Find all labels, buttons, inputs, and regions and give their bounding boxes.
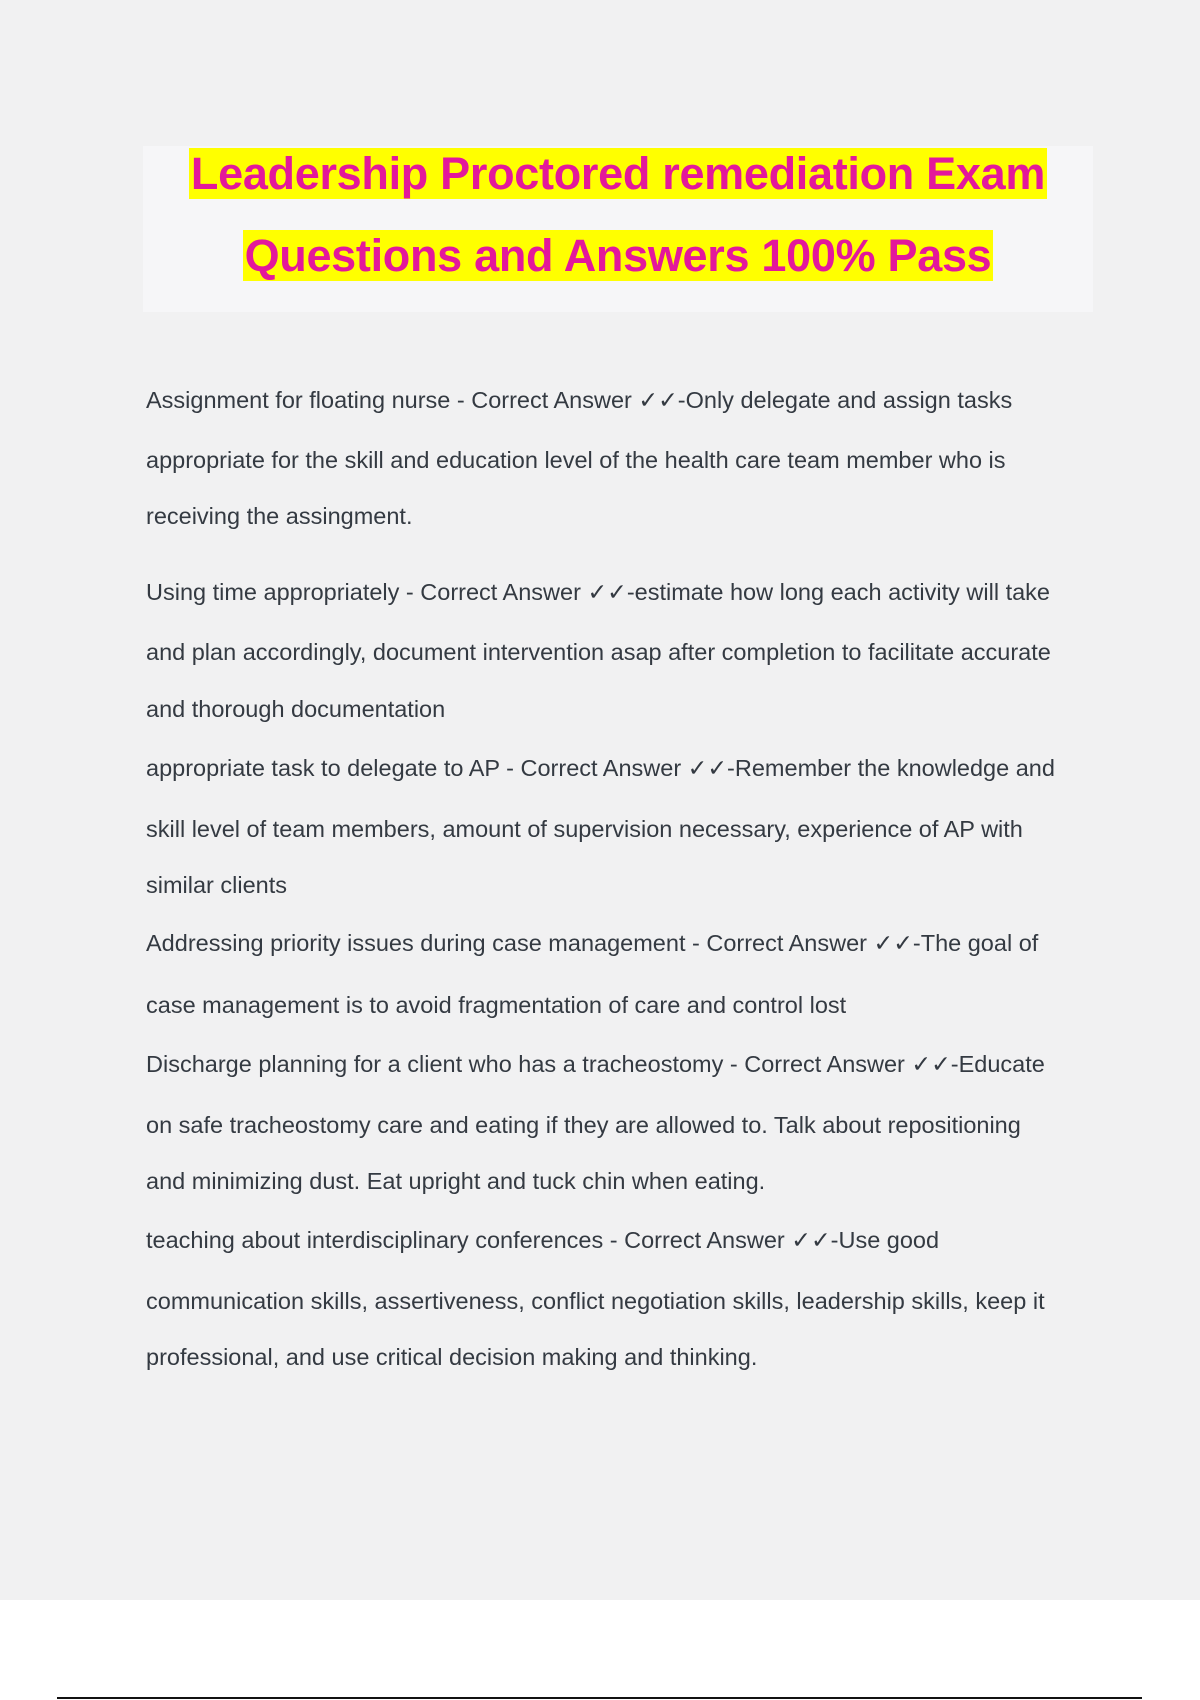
title-line-1 [143,146,1093,202]
qa-line: receiving the assingment. [146,503,413,529]
qa-line: on safe tracheostomy care and eating if they are allowed to. Talk about repositioning [146,1112,1021,1138]
qa-line: appropriate task to delegate to AP - Correct Answer ✓✓-Remember the knowledge and [146,755,1055,781]
qa-line: similar clients [146,872,288,898]
qa-line: Addressing priority issues during case management - Correct Answer ✓✓-The goal of [146,930,1039,956]
qa-line: teaching about interdisciplinary conferences - Correct Answer ✓✓-Use good [146,1227,940,1253]
qa-line: skill level of team members, amount of supervision necessary, experience of AP with [146,816,1023,842]
title-line-2 [143,228,1093,284]
title-line-2-text: Questions and Answers 100% Pass [244,230,992,281]
title-block [143,146,1093,312]
qa-line: and plan accordingly, document intervention asap after completion to facilitate accurate [146,639,1051,665]
footer-divider [57,1697,1142,1699]
qa-line: Using time appropriately - Correct Answer ✓✓-estimate how long each activity will take [146,579,1051,605]
qa-line: Assignment for floating nurse - Correct Answer ✓✓-Only delegate and assign tasks [146,387,1013,413]
qa-line: and thorough documentation [146,696,446,722]
qa-line: professional, and use critical decision making and thinking. [146,1344,758,1370]
qa-line: and minimizing dust. Eat upright and tuck chin when eating. [146,1168,766,1194]
qa-line: case management is to avoid fragmentation of care and control lost [146,992,847,1018]
qa-line: appropriate for the skill and education level of the health care team member who is [146,447,1006,473]
qa-line: communication skills, assertiveness, conflict negotiation skills, leadership skills, keep it [146,1288,1045,1314]
qa-line: Discharge planning for a client who has a tracheostomy - Correct Answer ✓✓-Educate [146,1051,1045,1077]
title-line-1-text: Leadership Proctored remediation Exam [190,148,1046,199]
